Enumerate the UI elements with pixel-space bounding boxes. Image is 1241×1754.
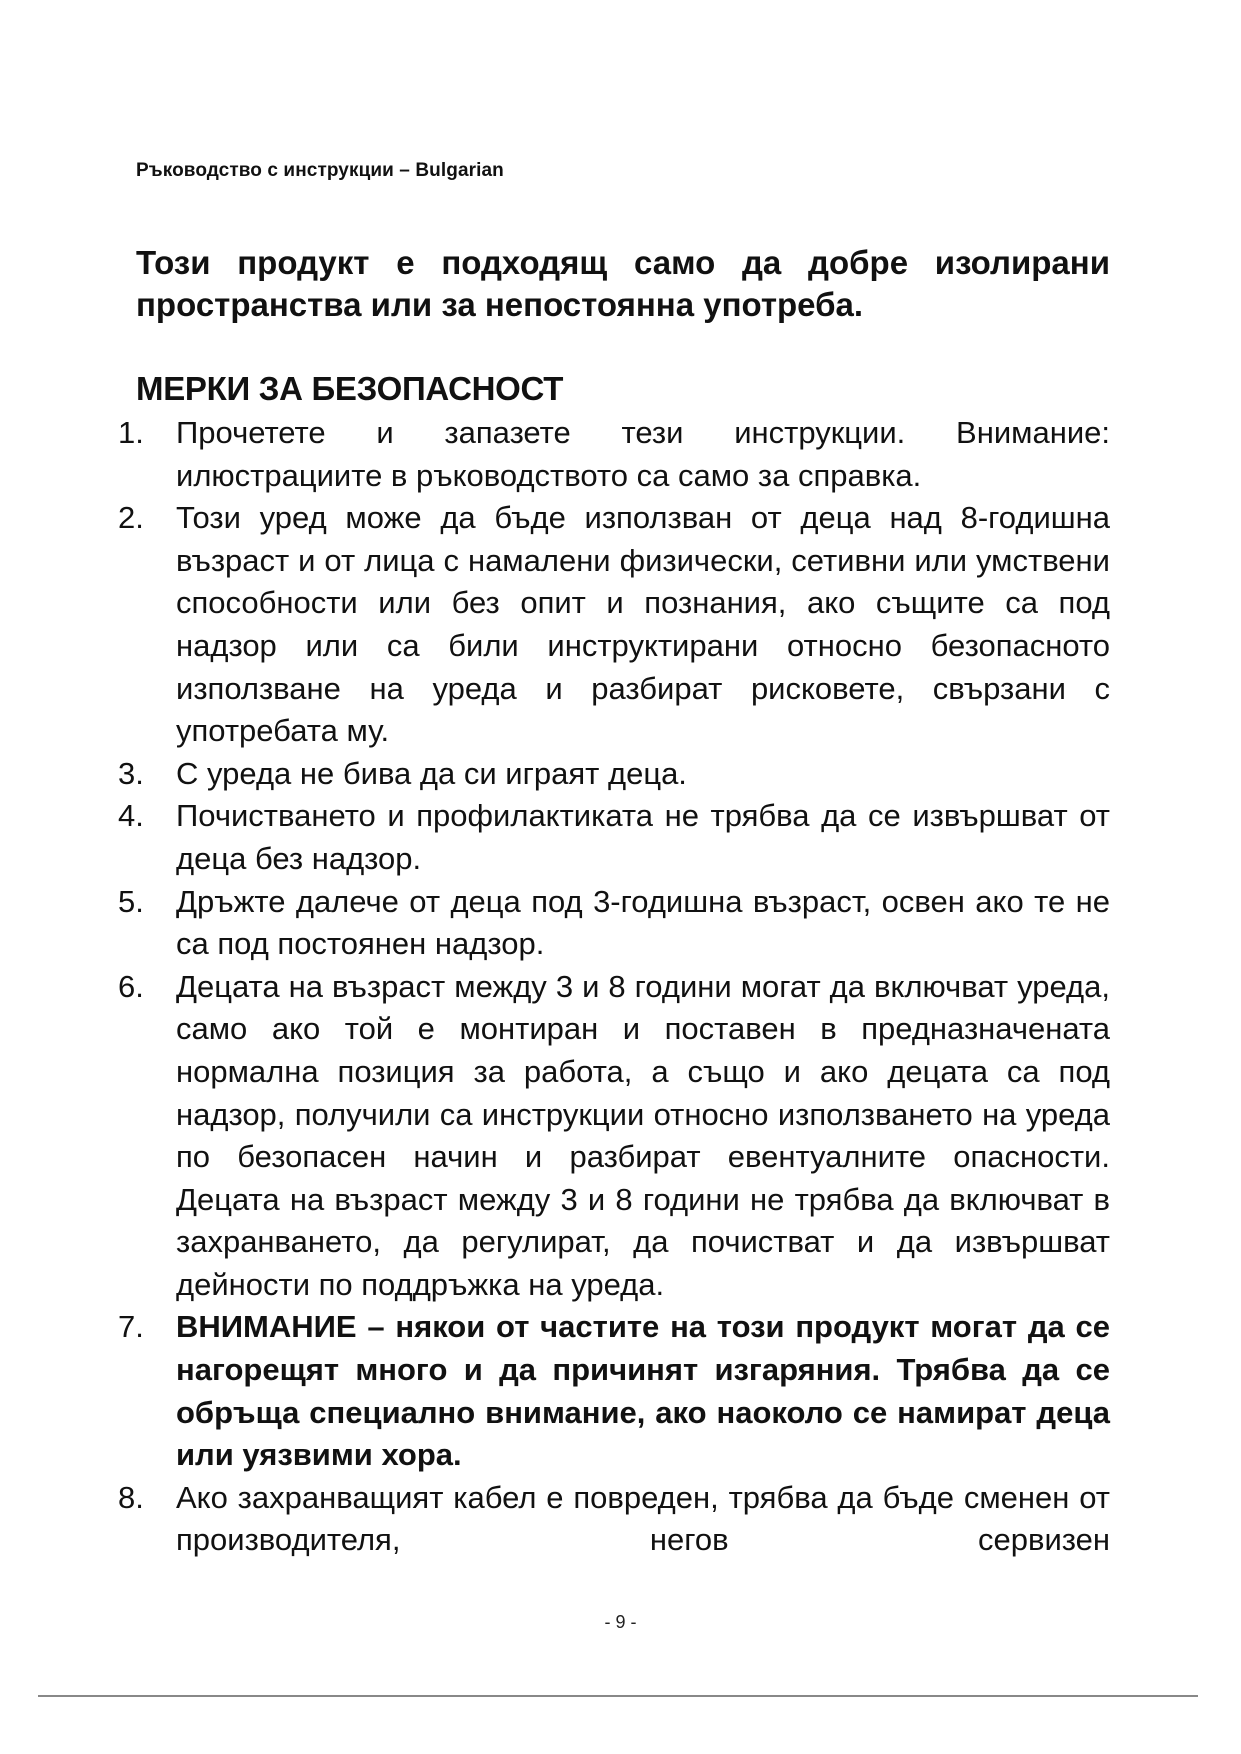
list-item	[118, 795, 1110, 880]
section-title: МЕРКИ ЗА БЕЗОПАСНОСТ	[136, 370, 564, 407]
list-item-text: Прочетете и запазете тези инструкции. Внимание: илюстрациите в ръководството са само за справка.	[176, 415, 1110, 493]
list-item	[118, 1477, 1110, 1562]
list-item-number: 3.	[118, 755, 144, 791]
list-item	[118, 881, 1110, 966]
intro-paragraph: Този продукт е подходящ само да добре изолирани пространства или за непостоянна употреба.	[136, 244, 1110, 323]
list-item	[118, 966, 1110, 1307]
list-item-text: С уреда не бива да си играят деца.	[176, 755, 687, 791]
list-item	[118, 497, 1110, 753]
list-item-number: 8.	[118, 1479, 144, 1515]
list-item-number: 2.	[118, 500, 144, 536]
list-item	[118, 412, 1110, 497]
list-item-number: 4.	[118, 798, 144, 834]
list-item-number: 6.	[118, 968, 144, 1004]
list-item-text: Почистването и профилактиката не трябва да се извършват от деца без надзор.	[176, 798, 1110, 876]
page-divider	[38, 1695, 1198, 1697]
document-header: Ръководство с инструкции – Bulgarian	[136, 160, 504, 181]
list-item-text: Този уред може да бъде използван от деца над 8-годишна възраст и от лица с намалени физически, сетивни или умствени способности или без опит и познания, ако същите са под надзор или са били инструктирани относно безопасното използване на уреда и разбират рисковете, свързани с употребата му.	[176, 500, 1110, 749]
list-item-number: 1.	[118, 415, 144, 450]
list-item-text: Дръжте далече от деца под 3-годишна възраст, освен ако те не са под постоянен надзор.	[176, 883, 1110, 962]
list-item-text: Ако захранващият кабел е повреден, трябва да бъде сменен от производителя, негов сервизен	[176, 1479, 1110, 1558]
safety-list	[118, 412, 1110, 1562]
list-item	[118, 753, 1110, 796]
list-item-number: 7.	[118, 1309, 144, 1345]
page-number: - 9 -	[604, 1612, 637, 1632]
list-item-number: 5.	[118, 883, 144, 919]
list-item-text: Децата на възраст между 3 и 8 години могат да включват уреда, само ако той е монтиран и поставен в предназначената нормална позиция за работа, а също и ако децата са под надзор, получили са инструкции относно използването на уреда по безопасен начин и разбират евентуалните опасности. Децата на възраст между 3 и 8 години не трябва да включват в захранването, да регулират, да почистват и да извършват дейности по поддръжка на уреда.	[176, 968, 1110, 1302]
warning-text: ВНИМАНИЕ – някои от частите на този продукт могат да се нагорещят много и да причинят изгаряния. Трябва да се обръща специално внимание, ако наоколо се намират деца или уязвими хора.	[176, 1309, 1110, 1473]
warning-list-item	[118, 1306, 1110, 1476]
